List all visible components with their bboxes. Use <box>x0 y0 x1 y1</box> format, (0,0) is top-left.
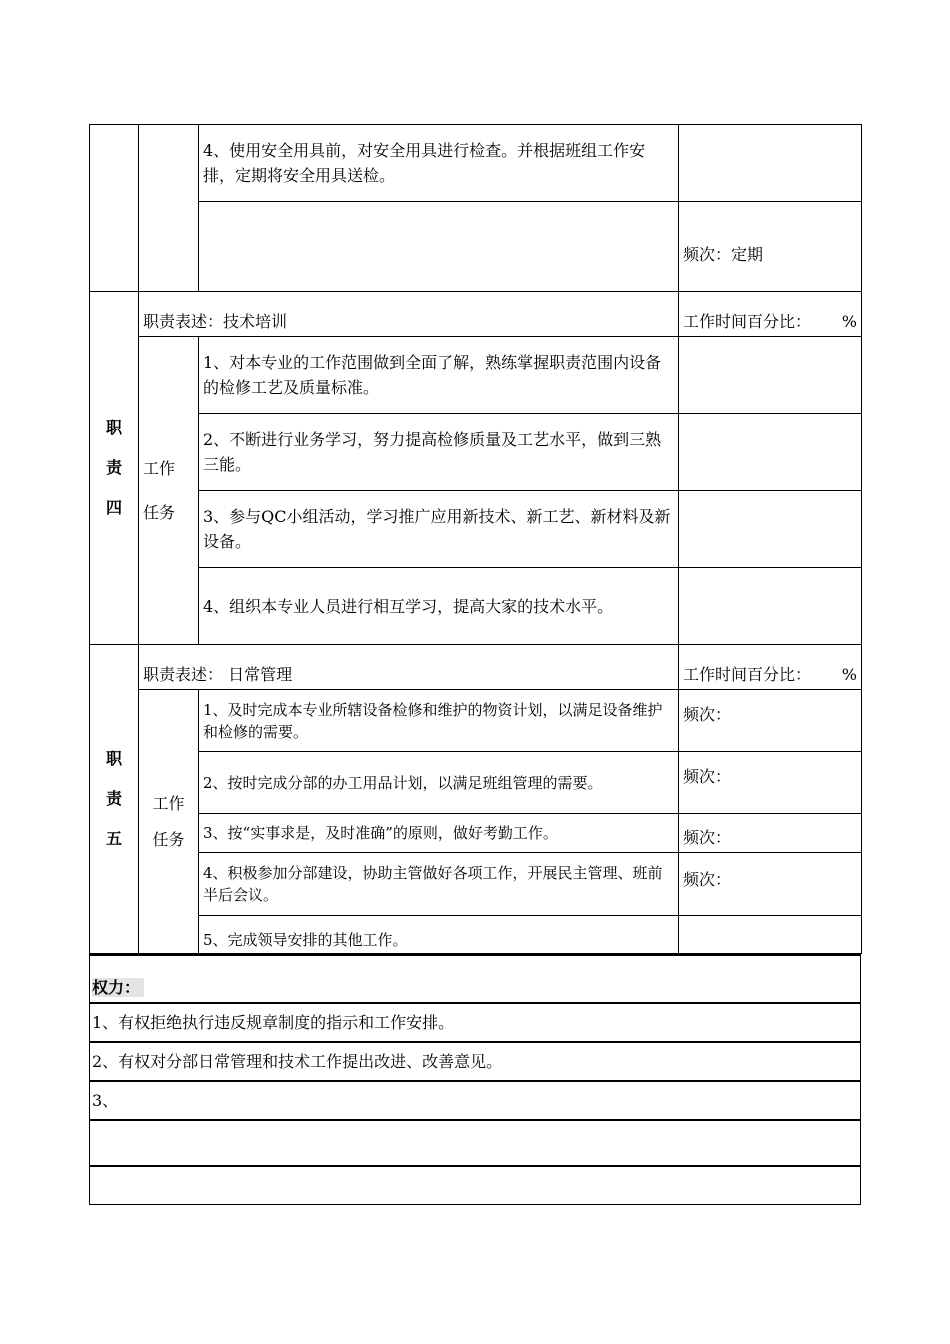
duty4-pct-sign: % <box>841 312 857 331</box>
duty3-task-label-cell <box>139 125 199 292</box>
duty5-task-row <box>90 814 862 853</box>
duty4-task-label-line: 工作 <box>143 458 176 478</box>
duty4-time-pct-label: 工作时间百分比： <box>683 312 812 331</box>
duty3-label-cell <box>90 125 139 292</box>
duty5-desc: 职责表述： 日常管理 <box>139 645 679 690</box>
duty5-task-label-line: 工作 <box>152 793 185 813</box>
duty5-task-freq: 频次： <box>679 690 862 752</box>
duty5-task-freq: 频次： <box>679 752 862 814</box>
duty4-task-row <box>90 337 862 414</box>
rights-title-cell <box>90 955 861 1003</box>
duty4-label <box>90 292 139 645</box>
duty4-time-pct <box>679 292 862 337</box>
duty5-task-row <box>90 752 862 814</box>
duty4-task-label <box>139 337 199 645</box>
rights-item: 2、有权对分部日常管理和技术工作提出改进、改善意见。 <box>90 1042 861 1081</box>
rights-item: 1、有权拒绝执行违反规章制度的指示和工作安排。 <box>90 1003 861 1042</box>
duty5-time-pct-label: 工作时间百分比： <box>683 665 812 684</box>
duty5-task: 3、按“实事求是，及时准确”的原则，做好考勤工作。 <box>199 814 679 853</box>
duty3-task4-freq <box>679 125 862 202</box>
duty4-task-freq <box>679 568 862 645</box>
duty5-task-row <box>90 690 862 752</box>
duty3-task4: 4、使用安全用具前，对安全用具进行检查。并根据班组工作安排，定期将安全用具送检。 <box>199 125 679 202</box>
duty4-task-row <box>90 491 862 568</box>
rights-item-row <box>90 1120 861 1166</box>
duty4-desc-row <box>90 292 862 337</box>
rights-table <box>89 954 861 1205</box>
duty4-task-freq <box>679 337 862 414</box>
duty3-freq: 频次：定期 <box>679 202 862 292</box>
rights-item <box>90 1120 861 1166</box>
duty5-label <box>90 645 139 954</box>
rights-item-row <box>90 1081 861 1120</box>
rights-item-row <box>90 1042 861 1081</box>
duty5-task-label-line: 任务 <box>152 829 185 849</box>
duty5-desc-row <box>90 645 862 690</box>
duty4-task-freq <box>679 414 862 491</box>
duty5-task-label <box>139 690 199 954</box>
duty3-freq-row <box>90 202 862 292</box>
rights-title-row <box>90 955 861 1003</box>
duty5-label-char: 责 <box>105 789 122 808</box>
duty5-task-freq: 频次： <box>679 853 862 916</box>
duty5-label-char: 职 <box>105 749 122 768</box>
duty5-task: 5、完成领导安排的其他工作。 <box>199 916 679 954</box>
duty4-task-row <box>90 568 862 645</box>
duty4-label-char: 责 <box>105 458 122 477</box>
duty5-time-pct <box>679 645 862 690</box>
rights-title: 权力： <box>92 978 144 997</box>
duty5-task: 2、按时完成分部的办工用品计划，以满足班组管理的需要。 <box>199 752 679 814</box>
duty5-task-row <box>90 853 862 916</box>
duties-table <box>89 124 862 954</box>
duty4-task-freq <box>679 491 862 568</box>
duty3-empty-task <box>199 202 679 292</box>
duty4-desc: 职责表述：技术培训 <box>139 292 679 337</box>
rights-item-row <box>90 1166 861 1205</box>
duty4-task: 1、对本专业的工作范围做到全面了解，熟练掌握职责范围内设备的检修工艺及质量标准。 <box>199 337 679 414</box>
duty5-task-freq: 频次： <box>679 814 862 853</box>
duty4-task: 2、不断进行业务学习，努力提高检修质量及工艺水平，做到三熟三能。 <box>199 414 679 491</box>
rights-item: 3、 <box>90 1081 861 1120</box>
duty4-label-char: 四 <box>105 498 122 517</box>
duty5-pct-sign: % <box>841 665 857 684</box>
duty4-task: 4、组织本专业人员进行相互学习，提高大家的技术水平。 <box>199 568 679 645</box>
duty3-task4-row <box>90 125 862 202</box>
duty4-label-char: 职 <box>105 418 122 437</box>
duty5-label-char: 五 <box>105 829 122 848</box>
duty5-task: 4、积极参加分部建设，协助主管做好各项工作，开展民主管理、班前半后会议。 <box>199 853 679 916</box>
duty4-task-label-line: 任务 <box>143 502 176 522</box>
job-description-page <box>89 124 861 1205</box>
duty5-task: 1、及时完成本专业所辖设备检修和维护的物资计划，以满足设备维护和检修的需要。 <box>199 690 679 752</box>
duty4-task-row <box>90 414 862 491</box>
rights-item <box>90 1166 861 1205</box>
duty4-task: 3、参与QC小组活动，学习推广应用新技术、新工艺、新材料及新设备。 <box>199 491 679 568</box>
rights-item-row <box>90 1003 861 1042</box>
duty5-task-freq <box>679 916 862 954</box>
duty5-task-row <box>90 916 862 954</box>
